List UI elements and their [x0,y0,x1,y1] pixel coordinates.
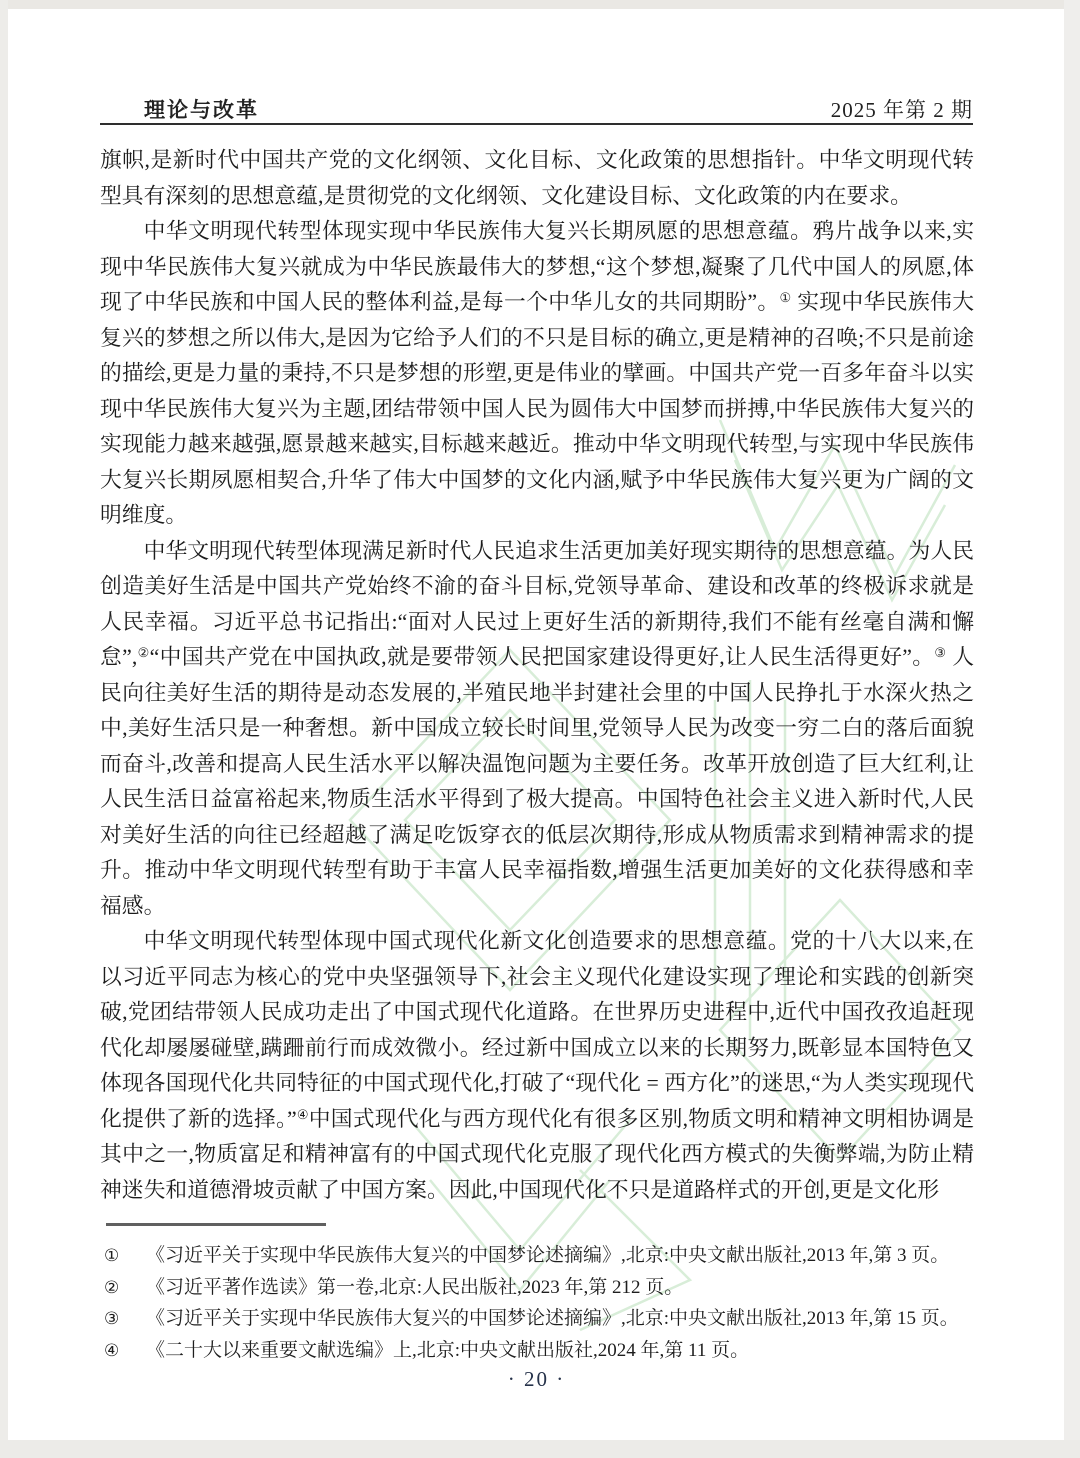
article-body [100,143,974,1208]
issue-label: 2025 年第 2 期 [830,98,973,122]
footnote-item [104,1240,976,1272]
page-edge-bottom [0,1440,1080,1458]
footnote-ref: ④ [296,1106,309,1122]
page-edge-left [0,0,8,1458]
page-number: · 20 · [507,1367,566,1391]
footnote-item [104,1335,976,1367]
footnote-item [104,1303,976,1335]
footnote-ref: ③ [934,645,947,660]
footnote-ref: ① [779,290,792,305]
paragraph-3: 中华文明现代转型体现满足新时代人民追求生活更加美好现实期待的思想意蕴。为人民创造美好生活是中国共产党始终不渝的奋斗目标,党领导革命、建设和改革的终极诉求就是人民幸福。习近平总书记指出:“面对人民过上更好生活的新期待,我们不能有丝毫自满和懈怠”,②“中国共产党在中国执政,就是要带领人民把国家建设得更好,让人民生活得更好”。③ 人民向往美好生活的期待是动态发展的,半殖民地半封建社会里的中国人民挣扎于水深火热之中,美好生活只是一种奢想。新中国成立较长时间里,党领导人民为改变一穷二白的落后面貌而奋斗,改善和提高人民生活水平以解决温饱问题为主要任务。改革开放创造了巨大红利,让人民生活日益富裕起来,物质生活水平得到了极大提高。中国特色社会主义进入新时代,人民对美好生活的向往已经超越了满足吃饭穿衣的低层次期待,形成从物质需求到精神需求的提升。推动中华文明现代转型有助于丰富人民幸福指数,增强生活更加美好的文化获得感和幸福感。 [100,538,975,918]
footnote-text: 《习近平关于实现中华民族伟大复兴的中国梦论述摘编》,北京:中央文献出版社,2013 年,第 3 页。 [146,1245,950,1266]
footnotes [104,1240,976,1366]
footnote-text: 《二十大以来重要文献选编》上,北京:中央文献出版社,2024 年,第 11 页。 [146,1339,750,1361]
footnote-text: 《习近平著作选读》第一卷,北京:人民出版社,2023 年,第 212 页。 [146,1276,684,1298]
footnote-ref: ② [137,645,150,660]
paragraph-4: 中华文明现代转型体现中国式现代化新文化创造要求的思想意蕴。党的十八大以来,在以习近平同志为核心的党中央坚强领导下,社会主义现代化建设实现了理论和实践的创新突破,党团结带领人民成功走出了中国式现代化道路。在世界历史进程中,近代中国孜孜追赶现代化却屡屡碰壁,蹒跚前行而成效微小。经过新中国成立以来的长期努力,既彰显本国特色又体现各国现代化共同特征的中国式现代化,打破了“现代化 = 西方化”的迷思,“为人类实现现代化提供了新的选择。”④中国式现代化与西方现代化有很多区别,物质文明和精神文明相协调是其中之一,物质富足和精神富有的中国式现代化克服了现代化西方模式的失衡弊端,为防止精神迷失和道德滑坡贡献了中国方案。因此,中国现代化不只是道路样式的开创,更是文化形 [100,929,974,1202]
footnote-divider [106,1223,326,1226]
footnote-marker: ③ [104,1309,120,1328]
page-edge-right [1064,0,1080,1458]
footnote-marker: ④ [104,1340,120,1360]
footnote-marker: ① [104,1246,120,1265]
footnote-marker: ② [104,1277,120,1297]
header-rule [100,123,973,125]
footnote-item [104,1272,976,1304]
footnote-text: 《习近平关于实现中华民族伟大复兴的中国梦论述摘编》,北京:中央文献出版社,2013 年,第 15 页。 [146,1308,959,1329]
journal-title: 理论与改革 [144,98,259,122]
page-header [100,94,973,124]
page-edge-top [0,0,1080,9]
paragraph-2: 中华文明现代转型体现实现中华民族伟大复兴长期夙愿的思想意蕴。鸦片战争以来,实现中华民族伟大复兴就成为中华民族最伟大的梦想,“这个梦想,凝聚了几代中国人的夙愿,体现了中华民族和中国人民的整体利益,是每一个中华儿女的共同期盼”。① 实现中华民族伟大复兴的梦想之所以伟大,是因为它给予人们的不只是目标的确立,更是精神的召唤;不只是前途的描绘,更是力量的秉持,不只是梦想的形塑,更是伟业的擘画。中国共产党一百多年奋斗以实现中华民族伟大复兴为主题,团结带领中国人民为圆伟大中国梦而拼搏,中华民族伟大复兴的实现能力越来越强,愿景越来越实,目标越来越近。推动中华文明现代转型,与实现中华民族伟大复兴长期夙愿相契合,升华了伟大中国梦的文化内涵,赋予中华民族伟大复兴更为广阔的文明维度。 [100,219,974,527]
paragraph-1: 旗帜,是新时代中国共产党的文化纲领、文化目标、文化政策的思想指针。中华文明现代转型具有深刻的思想意蕴,是贯彻党的文化纲领、文化建设目标、文化政策的内在要求。 [100,148,974,208]
